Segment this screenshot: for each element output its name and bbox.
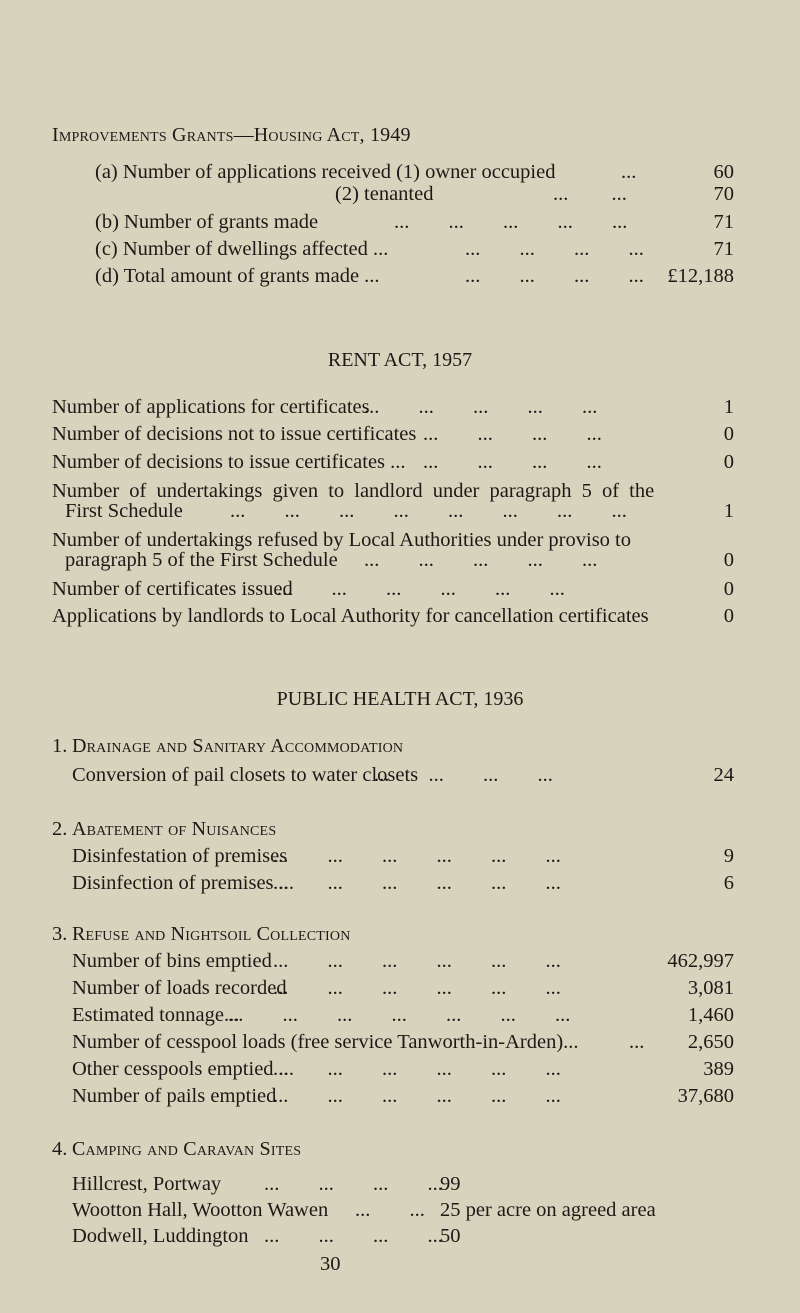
- row-value: 24: [713, 764, 734, 786]
- improvements-title: Improvements Grants—Housing Act, 1949: [52, 124, 411, 146]
- row-value: 3,081: [687, 977, 734, 999]
- row-dots: ... ...: [553, 183, 627, 205]
- camping-row-2: [0, 1199, 800, 1225]
- row-label: (2) tenanted: [335, 183, 434, 205]
- row-label: (c) Number of dwellings affected ...: [95, 238, 389, 260]
- section-heading-camping: Camping and Caravan Sites: [72, 1138, 302, 1160]
- row-dots: ... ...: [355, 1199, 425, 1221]
- rent-row-2: [0, 423, 800, 449]
- row-label: Hillcrest, Portway: [72, 1173, 222, 1195]
- refuse-row-3: [0, 1004, 800, 1030]
- row-value: 1: [723, 396, 734, 418]
- row-dots: ... ... ... ... ... ...: [273, 977, 561, 999]
- row-value: 0: [723, 549, 734, 571]
- row-value: 0: [723, 423, 734, 445]
- refuse-row-6: [0, 1085, 800, 1111]
- row-label: Estimated tonnage...: [72, 1004, 240, 1026]
- row-dots: ... ... ... ... ... ...: [273, 1058, 561, 1080]
- public-health-title: PUBLIC HEALTH ACT, 1936: [276, 688, 524, 710]
- camping-row-3: [0, 1225, 800, 1251]
- row-dots: ... ... ... ... ... ... ...: [228, 1004, 571, 1026]
- row-label: Number of bins emptied: [72, 950, 272, 972]
- row-value: 2,650: [687, 1031, 734, 1053]
- row-dots: ... ... ... ... ... ... ... ...: [230, 500, 627, 522]
- row-dots: ... ... ... ...: [264, 1173, 443, 1195]
- row-label-continued: First Schedule: [65, 500, 183, 522]
- row-label: Number of undertakings refused by Local Authorities under proviso to: [52, 529, 631, 551]
- row-dots: ... ... ... ... ... ...: [273, 950, 561, 972]
- section-number: 4.: [52, 1138, 68, 1160]
- row-label: Number of cesspool loads (free service Tanworth-in-Arden)...: [72, 1031, 579, 1053]
- row-dots: ... ... ... ... ... ...: [277, 578, 565, 600]
- rent-row-5: [0, 529, 800, 579]
- row-value: 0: [723, 451, 734, 473]
- section-number: 2.: [52, 818, 68, 840]
- row-value: 70: [713, 183, 734, 205]
- section-heading-nuisances: Abatement of Nuisances: [72, 818, 277, 840]
- row-dots: ...: [621, 161, 637, 183]
- improvements-row-c: [0, 238, 800, 264]
- row-value: 1: [723, 500, 734, 522]
- row-label: Number of decisions to issue certificates ...: [52, 451, 406, 473]
- row-value: 1,460: [687, 1004, 734, 1026]
- row-value: 37,680: [677, 1085, 734, 1107]
- section-heading-drainage: Drainage and Sanitary Accommodation: [72, 735, 404, 757]
- row-dots: ... ... ... ...: [423, 451, 602, 473]
- row-label: Number of applications for certificates: [52, 396, 370, 418]
- improvements-row-b: [0, 211, 800, 237]
- refuse-row-1: [0, 950, 800, 976]
- row-dots: ... ... ... ...: [465, 238, 644, 260]
- row-value: £12,188: [667, 265, 734, 287]
- row-value: 60: [713, 161, 734, 183]
- rent-row-7: [0, 605, 800, 631]
- row-dots: ... ... ... ... ...: [394, 211, 628, 233]
- row-dots: ... ... ... ... ...: [364, 396, 598, 418]
- row-label: Wootton Hall, Wootton Wawen: [72, 1199, 329, 1221]
- row-dots: ... ... ... ... ...: [364, 549, 598, 571]
- row-dots: ... ... ... ...: [374, 764, 553, 786]
- row-value: 0: [723, 578, 734, 600]
- row-dots: ... ... ... ... ... ...: [273, 845, 561, 867]
- row-value: 50: [440, 1225, 461, 1247]
- row-label: Number of decisions not to issue certificates: [52, 423, 417, 445]
- section-number: 3.: [52, 923, 68, 945]
- improvements-row-a2: [0, 183, 800, 209]
- section-number: 1.: [52, 735, 68, 757]
- row-value: 25 per acre on agreed area: [440, 1199, 656, 1221]
- row-value: 9: [723, 845, 734, 867]
- rent-row-3: [0, 451, 800, 477]
- row-value: 462,997: [667, 950, 734, 972]
- row-dots: ... ... ... ...: [264, 1225, 443, 1247]
- rent-row-6: [0, 578, 800, 604]
- row-value: 6: [723, 872, 734, 894]
- row-label: Disinfection of premises ...: [72, 872, 295, 894]
- rent-act-title: RENT ACT, 1957: [327, 349, 473, 371]
- row-dots: ... ... ... ...: [423, 423, 602, 445]
- page-number: 30: [320, 1253, 341, 1275]
- refuse-row-4: [0, 1031, 800, 1057]
- row-value: 99: [440, 1173, 461, 1195]
- improvements-row-d: [0, 265, 800, 291]
- row-label: Number of certificates issued: [52, 578, 293, 600]
- row-dots: ... ... ... ... ... ...: [273, 872, 561, 894]
- row-label: (b) Number of grants made: [95, 211, 319, 233]
- row-label: (d) Total amount of grants made ...: [95, 265, 380, 287]
- row-value: 0: [723, 605, 734, 627]
- row-label-continued: paragraph 5 of the First Schedule: [65, 549, 338, 571]
- rent-row-4: [0, 480, 800, 530]
- row-value: 71: [713, 238, 734, 260]
- row-value: 71: [713, 211, 734, 233]
- camping-row-1: [0, 1173, 800, 1199]
- refuse-row-5: [0, 1058, 800, 1084]
- row-label: (a) Number of applications received (1) owner occupied: [95, 161, 556, 183]
- row-label: Number of loads recorded: [72, 977, 287, 999]
- row-label: Applications by landlords to Local Authority for cancellation certificates: [52, 605, 649, 627]
- row-dots: ... ... ... ... ... ...: [273, 1085, 561, 1107]
- row-dots: ... ... ... ...: [465, 265, 644, 287]
- row-value: 389: [703, 1058, 734, 1080]
- drainage-row-1: [0, 764, 800, 790]
- row-label: Number of pails emptied: [72, 1085, 277, 1107]
- nuisances-row-1: [0, 845, 800, 871]
- row-label: Number of undertakings given to landlord under paragraph 5 of the: [52, 480, 655, 502]
- row-label: Conversion of pail closets to water closets: [72, 764, 419, 786]
- row-dots: ...: [629, 1031, 645, 1053]
- refuse-row-2: [0, 977, 800, 1003]
- row-label: Disinfestation of premises: [72, 845, 288, 867]
- row-label: Other cesspools emptied ...: [72, 1058, 295, 1080]
- row-label: Dodwell, Luddington: [72, 1225, 249, 1247]
- section-heading-refuse: Refuse and Nightsoil Collection: [72, 923, 351, 945]
- rent-row-1: [0, 396, 800, 422]
- nuisances-row-2: [0, 872, 800, 898]
